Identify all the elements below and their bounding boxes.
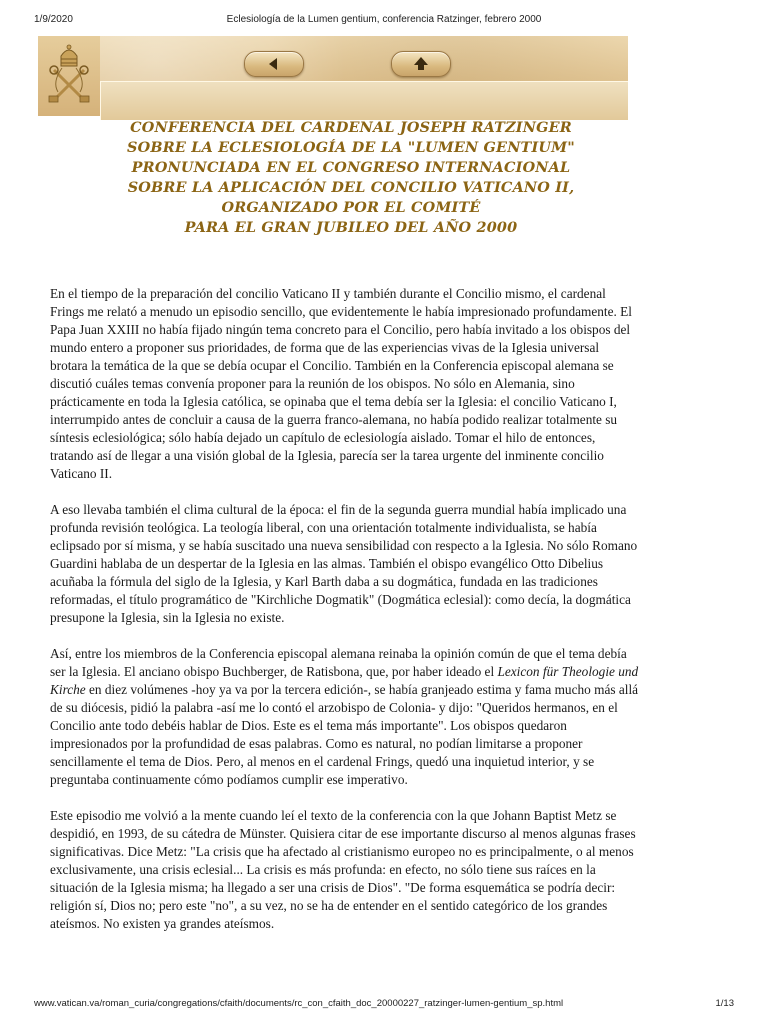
- heading-line: PRONUNCIADA EN EL CONGRESO INTERNACIONAL: [131, 159, 571, 176]
- paragraph-text: en diez volúmenes -hoy ya va por la tercera edición-, se había granjeado estima y fama mucho más allá de su diócesis, pidió la palabra -así me lo contó el arzobispo de Colonia- y dijo: "Queridos hermanos, en el Concilio ante todo debéis hablar de Dios. Este es el tema más importante". Los obispos quedaron impresionados por la profundidad de esas palabras. Como es natural, no podían limitarse a proponer sencillamente el tema de Dios. Pero, al menos en el cardenal Frings, quedó una inquietud interior, y se preguntaba continuamente cómo podíamos cumplir ese imperativo.: [50, 682, 639, 787]
- banner-band: [100, 81, 628, 120]
- article-body: [50, 285, 640, 933]
- heading-line: PARA EL GRAN JUBILEO DEL AÑO 2000: [184, 219, 518, 236]
- print-document-title: Eclesiología de la Lumen gentium, conferencia Ratzinger, febrero 2000: [226, 14, 542, 25]
- page-number: 1/13: [715, 998, 734, 1009]
- print-date: 1/9/2020: [34, 14, 73, 25]
- print-footer: [34, 998, 734, 1012]
- heading-line: SOBRE LA ECLESIOLOGÍA DE LA "LUMEN GENTIUM": [127, 139, 575, 156]
- arrow-up-icon: [411, 54, 431, 74]
- crest-container: [38, 36, 100, 116]
- paragraph: En el tiempo de la preparación del concilio Vaticano II y también durante el Concilio mismo, el cardenal Frings me relató a menudo un episodio sencillo, que evidentemente le había impresionado profundamente. El Papa Juan XXIII no había fijado ningún tema concreto para el Concilio, pero había invitado a los obispos del mundo entero a proponer sus prioridades, de forma que de las experiencias vivas de la Iglesia universal brotara la temática de la que se debía ocupar el Concilio. También en la Conferencia episcopal alemana se discutió cuáles temas convenía proponer para la reunión de los obispos. No sólo en Alemania, sino prácticamente en toda la Iglesia católica, se opinaba que el tema debía ser la Iglesia: el concilio Vaticano I, interrumpido antes de concluir a causa de la guerra franco-alemana, no había podido realizar totalmente su síntesis eclesiológica; sólo había dejado un capítulo de eclesiología aislado. Tomar el hilo de entonces, tratando así de llegar a una visión global de la Iglesia, parecía ser la tarea urgente del inminente concilio Vaticano II.: [50, 286, 632, 481]
- heading-line: SOBRE LA APLICACIÓN DEL CONCILIO VATICANO II,: [127, 179, 575, 196]
- paragraph: [50, 645, 640, 789]
- site-banner: [38, 36, 628, 116]
- paragraph: A eso llevaba también el clima cultural de la época: el fin de la segunda guerra mundial había implicado una profunda revisión teológica. La teología liberal, con una orientación totalmente individualista, se había eclipsado por sí misma, y se había suscitado una nueva sensibilidad con respecto a la Iglesia. No sólo Romano Guardini hablaba de un despertar de la Iglesia en las almas. También el obispo evangélico Otto Dibelius acuñaba la fórmula del siglo de la Iglesia, y Karl Barth daba a su dogmática, fundada en las tradiciones reformadas, el título programático de "Kirchliche Dogmatik" (Dogmática eclesial): como decía, la dogmática presupone la Iglesia, sin la Iglesia no existe.: [50, 502, 638, 625]
- paragraph: Este episodio me volvió a la mente cuando leí el texto de la conferencia con la que Johann Baptist Metz se despidió, en 1993, de su cátedra de Münster. Quisiera citar de ese importante discurso al menos algunas frases significativas. Dice Metz: "La crisis que ha afectado al cristianismo europeo no es principalmente, o al menos exclusivamente, una crisis eclesial... La crisis es más profunda: en efecto, no sólo tiene sus raíces en la situación de la Iglesia misma; ha llegado a ser una crisis de Dios". "De forma esquemática se podría decir: religión sí, Dios no; pero este "no", a su vez, no se ha de entender en el sentido categórico de los grandes ateísmos. No existen ya grandes ateísmos.: [50, 808, 636, 931]
- back-button[interactable]: [244, 51, 304, 77]
- up-button[interactable]: [391, 51, 451, 77]
- arrow-left-icon: [264, 54, 284, 74]
- paragraph-text: Así, entre los miembros de la Conferencia episcopal alemana reinaba la opinión común de que el tema debía ser la Iglesia. El anciano obispo Buchberger, de Ratisbona, que, por haber ideado el: [50, 646, 627, 679]
- book-title: Lexicon für Theologie und Kirche: [50, 664, 639, 697]
- papal-crest-icon: [44, 42, 94, 108]
- heading-line: ORGANIZADO POR EL COMITÉ: [221, 199, 481, 216]
- source-url: www.vatican.va/roman_curia/congregations/cfaith/documents/rc_con_cfaith_doc_20000227_ratzinger-lumen-gentium_sp.html: [34, 998, 564, 1009]
- heading-line: CONFERENCIA DEL CARDENAL JOSEPH RATZINGER: [130, 119, 572, 136]
- print-header: [34, 14, 734, 28]
- document-heading: [50, 118, 652, 238]
